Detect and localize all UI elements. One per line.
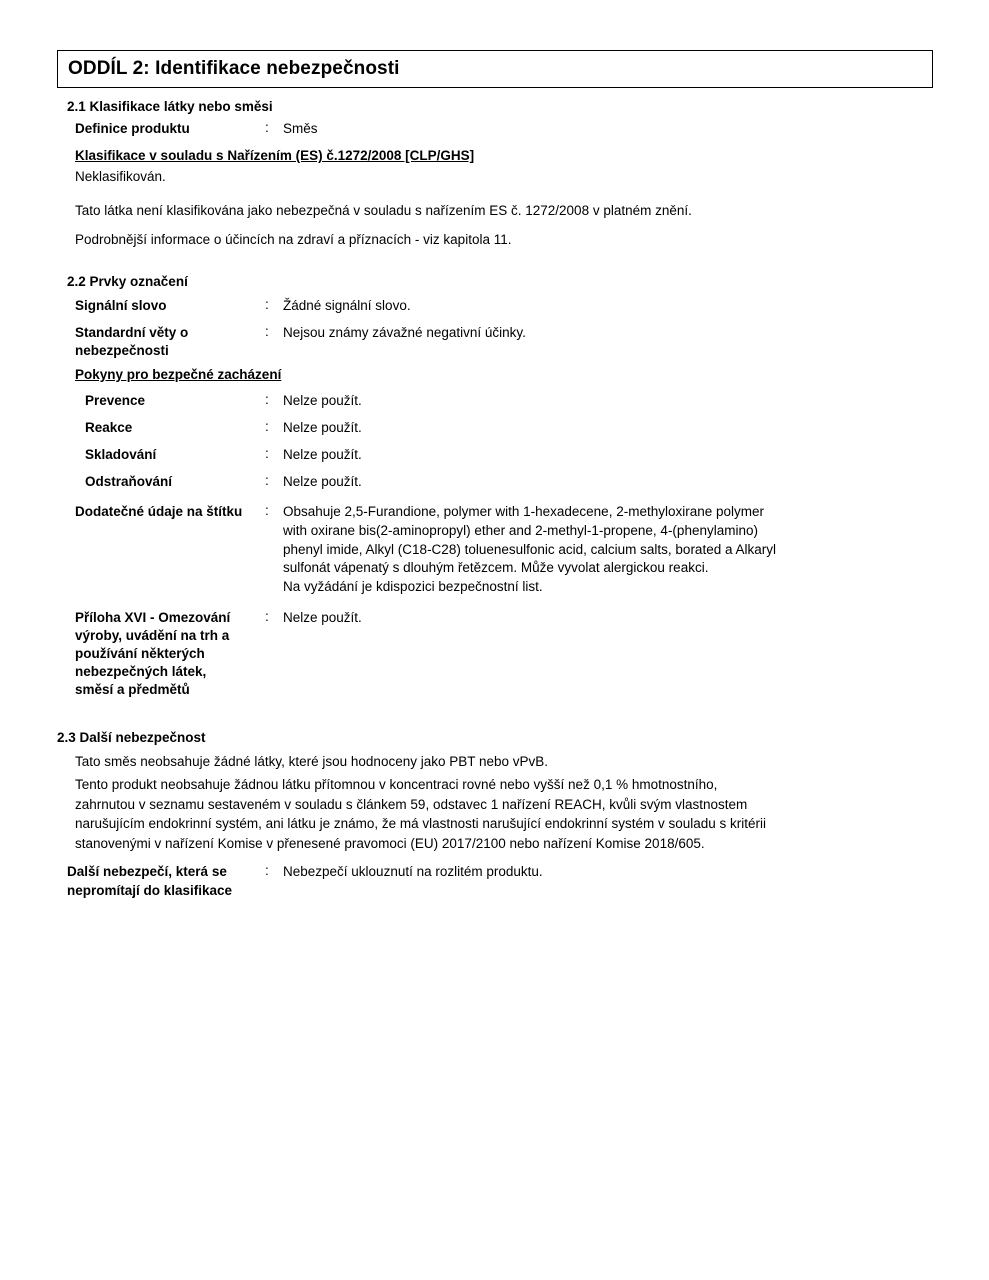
- colon: :: [265, 296, 269, 312]
- signal-word-value: Žádné signální slovo.: [283, 297, 411, 313]
- hazard-statements-value: Nejsou známy závažné negativní účinky.: [283, 325, 526, 341]
- product-definition-value: Směs: [283, 121, 318, 136]
- annex-xvii-row: [57, 609, 933, 700]
- product-definition-label: Definice produktu: [75, 121, 190, 136]
- unclassified-hazards-label-line1: Další nebezpečí, která se: [67, 864, 227, 880]
- page-title: ODDÍL 2: Identifikace nebezpečnosti: [68, 58, 400, 79]
- colon: :: [265, 324, 269, 340]
- supplemental-label-row: [57, 503, 933, 596]
- hazard-statements-label: [57, 324, 265, 360]
- precautionary-heading: Pokyny pro bezpečné zacházení: [75, 366, 282, 382]
- prevention-row: [57, 392, 933, 410]
- unclassified-hazards-label: [57, 863, 265, 899]
- classification-note-1: Tato látka není klasifikována jako nebezpečná v souladu s nařízením ES č. 1272/2008 v platném znění.: [75, 202, 692, 218]
- annex-label-line1: Příloha XVI - Omezování: [75, 609, 231, 625]
- colon: :: [265, 446, 269, 461]
- annex-label-line5: směsí a předmětů: [75, 682, 190, 698]
- hazard-statements-label-line2: nebezpečnosti: [75, 343, 169, 359]
- disposal-label: Odstraňování: [85, 474, 173, 490]
- colon: :: [265, 608, 269, 624]
- supplemental-value: [283, 503, 933, 596]
- annex-label-line3: používání některých: [75, 646, 205, 661]
- product-definition-row: [57, 120, 933, 138]
- storage-row: [57, 446, 933, 464]
- response-value: Nelze použít.: [283, 419, 362, 435]
- supplemental-value-line4: sulfonát vápenatý s dlouhým řetězcem. Může vyvolat alergickou reakci.: [283, 560, 709, 576]
- storage-value: Nelze použít.: [283, 447, 362, 462]
- hazard-statements-label-line1: Standardní věty o: [75, 325, 189, 341]
- supplemental-value-line3: phenyl imide, Alkyl (C18-C28) toluenesulfonic acid, calcium salts, borated a Alkaryl: [283, 541, 776, 557]
- other-hazards-p2-line4: stanovenými v nařízení Komise v přenesené pravomoci (EU) 2017/2100 nebo nařízení Komise 2018/605.: [75, 835, 705, 851]
- hazard-statements-row: [57, 324, 933, 360]
- colon: :: [265, 418, 269, 434]
- subsection-2-2-heading: 2.2 Prvky označení: [67, 273, 188, 289]
- other-hazards-paragraph-2: [75, 775, 933, 853]
- subsection-2-1-heading: 2.1 Klasifikace látky nebo směsi: [67, 99, 273, 114]
- colon: :: [265, 503, 269, 519]
- clp-classification-heading: Klasifikace v souladu s Nařízením (ES) č.1272/2008 [CLP/GHS]: [75, 148, 475, 164]
- colon: :: [265, 120, 269, 135]
- disposal-value: Nelze použít.: [283, 474, 362, 490]
- signal-word-row: [57, 297, 933, 315]
- classification-note-2: Podrobnější informace o účincích na zdraví a příznacích - viz kapitola 11.: [75, 232, 512, 248]
- other-hazards-p2-line3: narušujícím endokrinní systém, ani látku je známo, že má vlastnosti narušující endokrinní systém v souladu s kritérii: [75, 816, 767, 832]
- colon: :: [265, 863, 269, 879]
- other-hazards-p2-line2: zahrnutou v seznamu sestaveném v souladu s článkem 59, odstavec 1 nařízení REACH, kvůli svým vlastnostem: [75, 796, 748, 812]
- annex-label-line4: nebezpečných látek,: [75, 664, 207, 680]
- prevention-label: Prevence: [85, 392, 146, 408]
- colon: :: [265, 473, 269, 489]
- disposal-row: [57, 473, 933, 491]
- unclassified-hazards-row: [57, 863, 933, 899]
- supplemental-value-line2: with oxirane bis(2-aminopropyl) ether and 2-methyl-1-propene, 4-(phenylamino): [283, 523, 758, 539]
- annex-xvii-value: Nelze použít.: [283, 609, 362, 625]
- supplemental-value-line1: Obsahuje 2,5-Furandione, polymer with 1-hexadecene, 2-methyloxirane polymer: [283, 504, 765, 520]
- prevention-value: Nelze použít.: [283, 392, 362, 408]
- annex-label-line2: výroby, uvádění na trh a: [75, 627, 230, 643]
- colon: :: [265, 391, 269, 407]
- storage-label: Skladování: [85, 447, 157, 462]
- section-heading-box: [57, 50, 933, 88]
- other-hazards-paragraph-1: Tato směs neobsahuje žádné látky, které jsou hodnoceny jako PBT nebo vPvB.: [75, 753, 549, 769]
- supplemental-value-line5: Na vyžádání je kdispozici bezpečnostní list.: [283, 578, 543, 594]
- response-label: Reakce: [85, 419, 133, 435]
- unclassified-hazards-value: Nebezpečí uklouznutí na rozlitém produktu.: [283, 864, 543, 880]
- signal-word-label: Signální slovo: [75, 297, 167, 313]
- response-row: [57, 419, 933, 437]
- unclassified-hazards-label-line2: nepromítají do klasifikace: [67, 882, 233, 898]
- subsection-2-3-heading: 2.3 Další nebezpečnost: [57, 729, 206, 745]
- supplemental-label: Dodatečné údaje na štítku: [75, 504, 243, 520]
- document-content: [57, 50, 933, 900]
- other-hazards-p2-line1: Tento produkt neobsahuje žádnou látku přítomnou v koncentraci rovné nebo vyšší než 0,1 % hmotnostního,: [75, 777, 718, 793]
- clp-classification-value: Neklasifikován.: [75, 169, 166, 185]
- annex-xvii-label: [57, 609, 265, 700]
